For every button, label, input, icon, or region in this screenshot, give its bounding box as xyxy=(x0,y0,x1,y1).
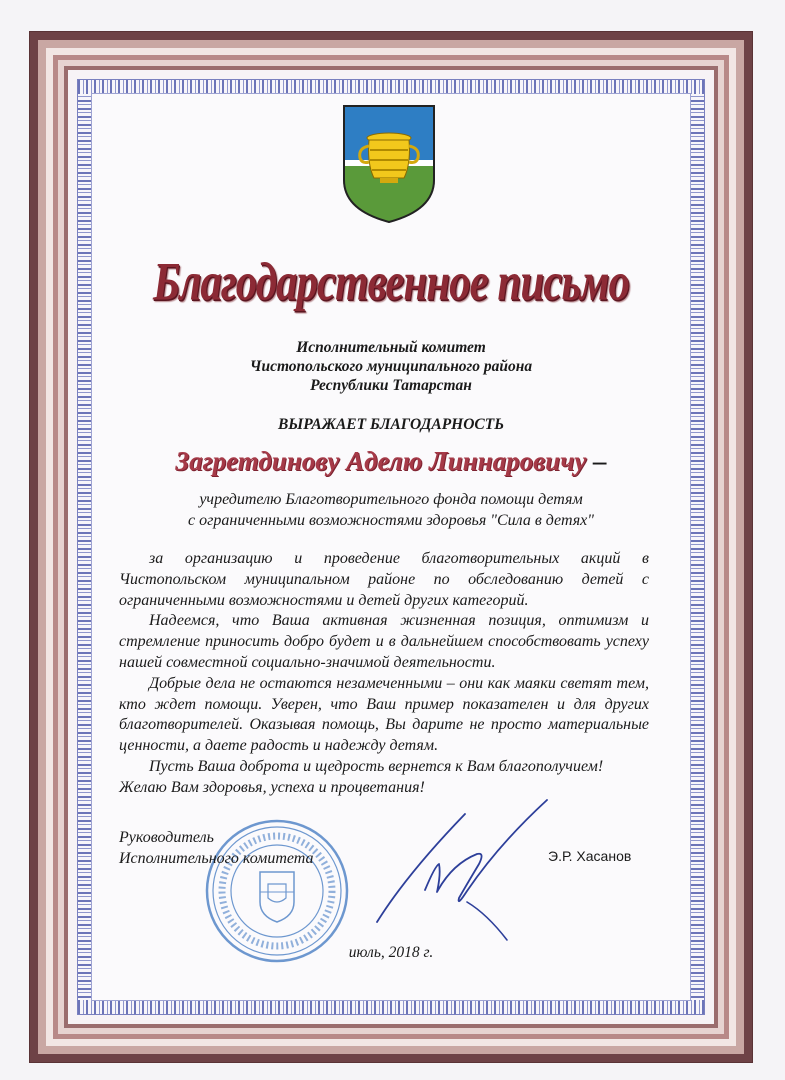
recipient-name: Загретдинову Аделю Линнаровичу xyxy=(175,446,587,476)
org-line: Исполнительный комитет xyxy=(296,339,486,356)
signer-title-line: Исполнительного комитета xyxy=(119,850,314,867)
signer-name: Э.Р. Хасанов xyxy=(548,848,632,864)
signer-title xyxy=(119,827,314,869)
body-paragraph: Добрые дела не остаются незамеченными – они как маяки светят тем, кто ждет помощи. Уверен, что Ваш пример показателен и для других благотворителей. Оказывая помощь, Вы дарите не просто материальные ценности, а даете радость и надежду детям. xyxy=(119,674,649,755)
body-paragraph: Пусть Ваша доброта и щедрость вернется к Вам благополучием! xyxy=(149,757,604,775)
recipient xyxy=(92,446,690,477)
handwritten-signature xyxy=(347,794,557,944)
issuing-organization xyxy=(92,338,690,395)
closing-wish: Желаю Вам здоровья, успеха и процветания! xyxy=(119,778,425,796)
signer-title-line: Руководитель xyxy=(119,829,214,846)
letter-body xyxy=(119,549,649,799)
role-line: с ограниченными возможностями здоровья "Сила в детях" xyxy=(188,512,594,529)
body-paragraph: Надеемся, что Ваша активная жизненная позиция, оптимизм и стремление приносить добро будет и в дальнейшем способствовать успеху нашей совместной социально-значимой деятельности. xyxy=(119,612,649,671)
city-coat-of-arms-icon xyxy=(340,102,438,224)
letter-date: июль, 2018 г. xyxy=(348,944,434,961)
org-line: Чистопольского муниципального района xyxy=(249,358,533,375)
body-paragraph: за организацию и проведение благотворительных акций в Чистопольском муниципальном районе по обследованию детей с ограниченными возможностями и детей других категорий. xyxy=(119,550,649,609)
expresses-gratitude: ВЫРАЖАЕТ БЛАГОДАРНОСТЬ xyxy=(277,416,505,433)
org-line: Республики Татарстан xyxy=(310,377,472,394)
letter-content xyxy=(92,94,690,1000)
recipient-dash: – xyxy=(593,446,607,476)
role-line: учредителю Благотворительного фонда помощи детям xyxy=(199,491,583,508)
recipient-role xyxy=(92,489,690,531)
letter-title: Благодарственное письмо xyxy=(153,253,629,312)
